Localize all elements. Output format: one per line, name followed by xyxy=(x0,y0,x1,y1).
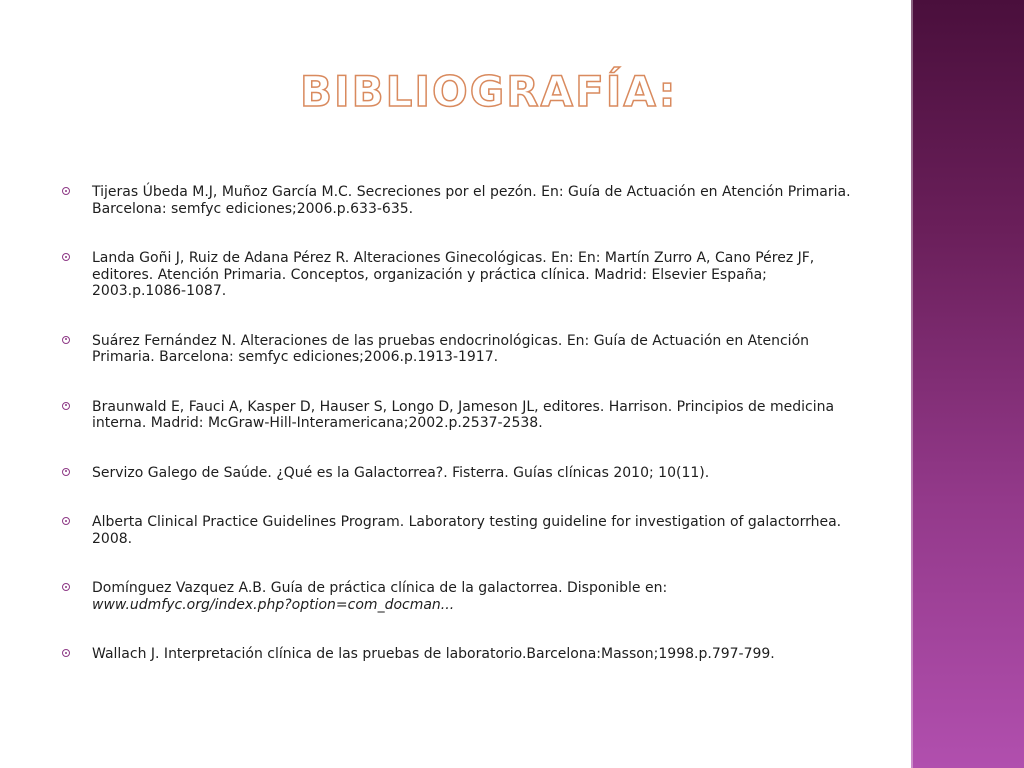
decorative-side-panel xyxy=(911,0,1024,768)
list-item xyxy=(62,399,852,432)
circle-target-bullet-icon xyxy=(62,402,70,410)
circle-target-bullet-icon xyxy=(62,649,70,657)
circle-target-bullet-icon xyxy=(62,583,70,591)
bibliography-list xyxy=(62,184,852,663)
reference-text: Braunwald E, Fauci A, Kasper D, Hauser S, Longo D, Jameson JL, editores. Harrison. Principios de medicina interna. Madrid: McGraw-Hill-Interamericana;2002.p.2537-2538. xyxy=(92,398,835,431)
side-panel-edge xyxy=(911,0,913,768)
list-item xyxy=(62,465,852,482)
reference-text: Wallach J. Interpretación clínica de las pruebas de laboratorio.Barcelona:Masson;1998.p.797-799. xyxy=(92,646,775,662)
reference-link[interactable]: www.udmfyc.org/index.php?option=com_docman... xyxy=(92,596,455,613)
circle-target-bullet-icon xyxy=(62,336,70,344)
reference-text: Servizo Galego de Saúde. ¿Qué es la Galactorrea?. Fisterra. Guías clínicas 2010; 10(11). xyxy=(92,464,710,481)
list-item xyxy=(62,184,852,217)
list-item xyxy=(62,514,852,547)
reference-text: Suárez Fernández N. Alteraciones de las pruebas endocrinológicas. En: Guía de Actuación en Atención Primaria. Barcelona: semfyc ediciones;2006.p.1913-1917. xyxy=(92,332,810,365)
list-item xyxy=(62,250,852,300)
reference-text: Tijeras Úbeda M.J, Muñoz García M.C. Secreciones por el pezón. En: Guía de Actuación en Atención Primaria. Barcelona: semfyc ediciones;2006.p.633-635. xyxy=(92,184,851,217)
list-item xyxy=(62,580,852,613)
reference-text: Landa Goñi J, Ruiz de Adana Pérez R. Alteraciones Ginecológicas. En: En: Martín Zurro A, Cano Pérez JF, editores. Atención Primaria. Conceptos, organización y práctica clínica. Madrid: Elsevier España; 2003.p.1086-1087. xyxy=(92,250,815,299)
list-item xyxy=(62,333,852,366)
circle-target-bullet-icon xyxy=(62,517,70,525)
circle-target-bullet-icon xyxy=(62,187,70,195)
reference-text: Alberta Clinical Practice Guidelines Program. Laboratory testing guideline for investigation of galactorrhea. 2008. xyxy=(92,514,842,547)
page-title: BIBLIOGRAFÍA: xyxy=(300,67,678,116)
circle-target-bullet-icon xyxy=(62,468,70,476)
reference-text: Domínguez Vazquez A.B. Guía de práctica clínica de la galactorrea. Disponible en: xyxy=(92,580,668,596)
list-item xyxy=(62,646,852,663)
circle-target-bullet-icon xyxy=(62,253,70,261)
